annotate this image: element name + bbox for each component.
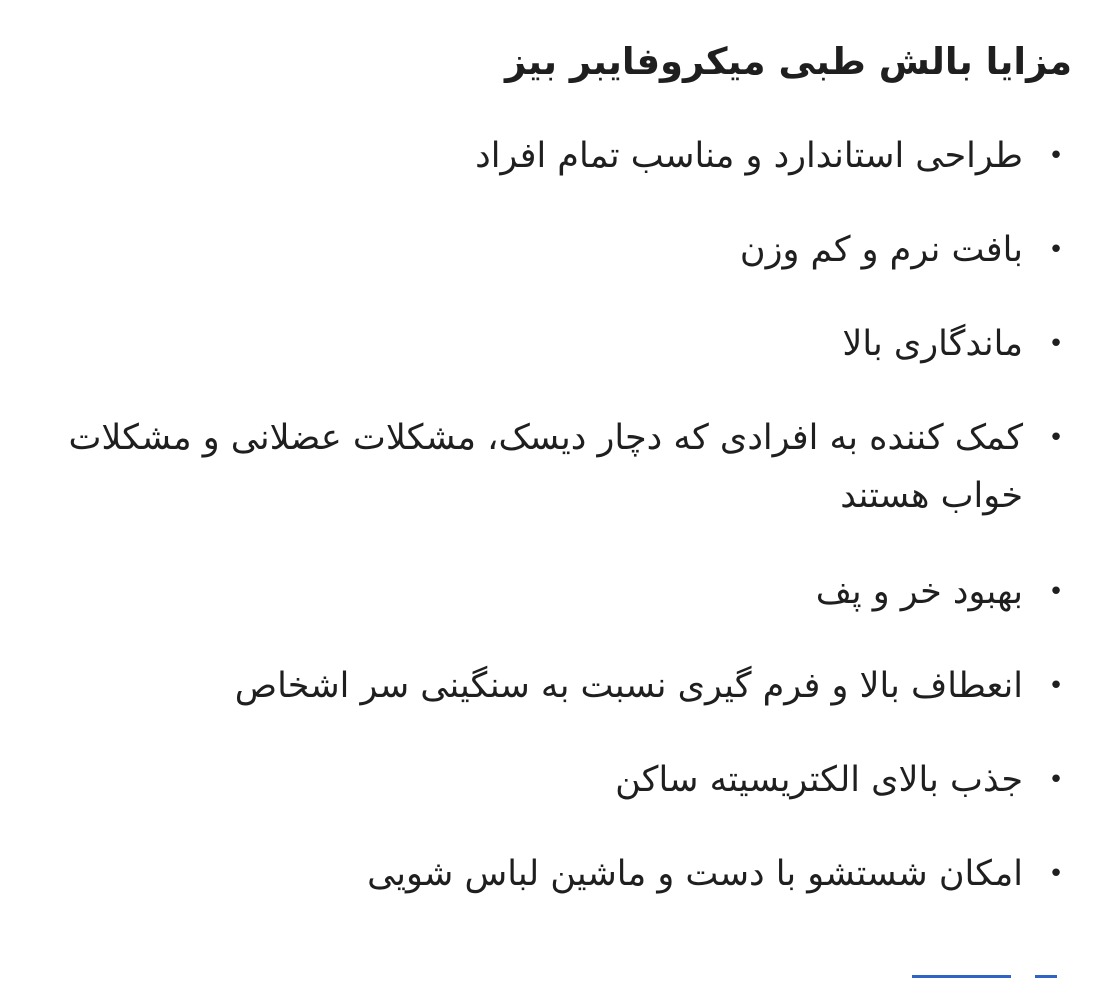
list-item-text: ماندگاری بالا — [842, 324, 1023, 364]
list-item-text: بهبود خر و پف — [815, 572, 1023, 612]
list-item-text: جذب بالای الکتریسیته ساکن — [615, 760, 1023, 800]
list-item-text: امکان شستشو با دست و ماشین لباس شویی — [367, 854, 1023, 894]
list-item — [34, 563, 1072, 621]
bullet-icon: • — [1048, 765, 1064, 795]
list-item-text: انعطاف بالا و فرم گیری نسبت به سنگینی سر اشخاص — [234, 666, 1023, 706]
benefits-list — [34, 127, 1072, 939]
bullet-icon: • — [1048, 235, 1064, 265]
bullet-icon: • — [1048, 577, 1064, 607]
list-item — [34, 127, 1072, 185]
list-item — [34, 657, 1072, 715]
article-heading: مزایا بالش طبی میکروفایبر بیز — [505, 40, 1072, 83]
bullet-icon: • — [1048, 671, 1064, 701]
link-underline-segment — [912, 975, 1011, 978]
list-item — [34, 751, 1072, 809]
list-item — [34, 221, 1072, 279]
list-item-text: بافت نرم و کم وزن — [739, 230, 1023, 270]
bullet-icon: • — [1048, 141, 1064, 171]
bullet-icon: • — [1048, 423, 1064, 453]
list-item — [34, 845, 1072, 903]
list-item-text: طراحی استاندارد و مناسب تمام افراد — [475, 136, 1023, 176]
partial-link[interactable] — [912, 968, 1057, 982]
list-item-text: کمک کننده به افرادی که دچار دیسک، مشکلات عضلانی و مشکلات خواب هستند — [68, 418, 1023, 516]
link-underline-segment — [1035, 975, 1057, 978]
bullet-icon: • — [1048, 329, 1064, 359]
bullet-icon: • — [1048, 859, 1064, 889]
list-item — [34, 315, 1072, 373]
list-item — [34, 409, 1072, 525]
